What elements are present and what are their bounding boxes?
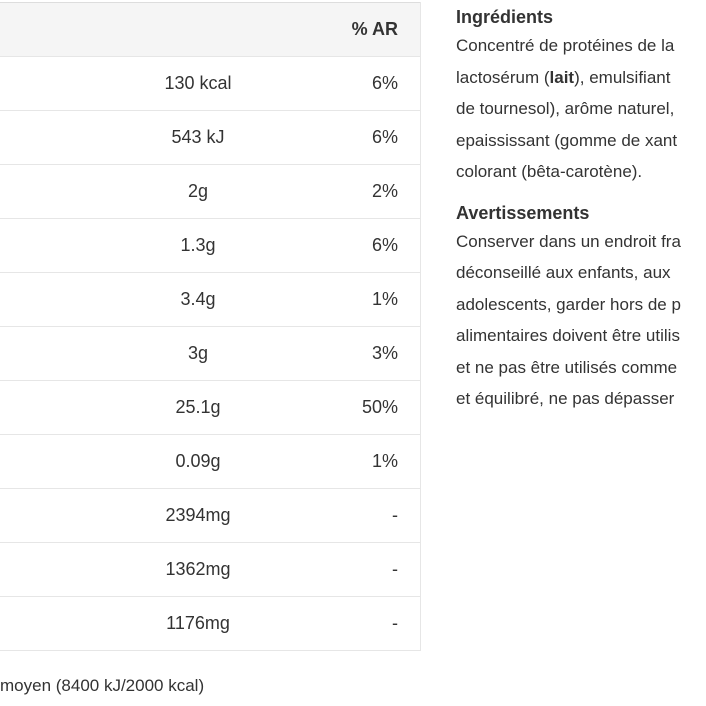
ingredients-line: lactosérum (lait), emulsifiant (456, 67, 671, 87)
warnings-line: et ne pas être utilisés comme (456, 357, 678, 377)
table-header-row (0, 3, 421, 57)
table-row (0, 165, 421, 219)
amount-cell: 1362mg (76, 543, 320, 597)
allergen-milk: lait (549, 67, 575, 87)
table-row (0, 273, 421, 327)
ar-cell: 2% (320, 165, 421, 219)
table-row (0, 543, 421, 597)
ar-cell: 1% (320, 435, 421, 489)
ar-cell: 6% (320, 57, 421, 111)
nutrition-table (0, 2, 421, 651)
warnings-title: Avertissements (456, 202, 590, 223)
warnings-line: adolescents, garder hors de p (456, 294, 681, 314)
warnings-line: Conserver dans un endroit fra (456, 231, 681, 251)
header-ar: % AR (320, 3, 421, 57)
ingredients-line: Concentré de protéines de la (456, 36, 675, 55)
table-row (0, 219, 421, 273)
ar-cell: - (320, 597, 421, 651)
amount-cell: 0.09g (76, 435, 320, 489)
ar-cell: 6% (320, 111, 421, 165)
ingredients-line: colorant (bêta-carotène). (456, 162, 643, 181)
amount-cell: 25.1g (76, 381, 320, 435)
ar-cell: 3% (320, 327, 421, 381)
ar-cell: 50% (320, 381, 421, 435)
product-info-panel (456, 5, 706, 414)
table-row (0, 489, 421, 543)
header-cell-name (0, 3, 76, 57)
amount-cell: 2394mg (76, 489, 320, 543)
warnings-line: et équilibré, ne pas dépasser (456, 389, 675, 408)
warnings-line: déconseillé aux enfants, aux (456, 263, 671, 282)
ar-cell: 1% (320, 273, 421, 327)
table-row (0, 327, 421, 381)
amount-cell: 1176mg (76, 597, 320, 651)
table-row (0, 435, 421, 489)
ar-cell: - (320, 543, 421, 597)
amount-cell: 2g (76, 165, 320, 219)
ingredients-line: de tournesol), arôme naturel, (456, 99, 675, 118)
table-row (0, 381, 421, 435)
ingredients-line: epaississant (gomme de xant (456, 130, 678, 150)
table-row (0, 111, 421, 165)
table-row (0, 597, 421, 651)
header-cell-amount (76, 3, 320, 57)
warnings-text (456, 227, 706, 414)
amount-cell: 1.3g (76, 219, 320, 273)
ar-cell: 6% (320, 219, 421, 273)
amount-cell: 543 kJ (76, 111, 320, 165)
amount-cell: 3g (76, 327, 320, 381)
table-row (0, 57, 421, 111)
ar-cell: - (320, 489, 421, 543)
amount-cell: 3.4g (76, 273, 320, 327)
ingredients-title: Ingrédients (456, 7, 554, 27)
warnings-line: alimentaires doivent être utilis (456, 326, 680, 345)
reference-intake-footnote: moyen (8400 kJ/2000 kcal) (0, 676, 205, 695)
amount-cell: 130 kcal (76, 57, 320, 111)
ingredients-text (456, 31, 706, 187)
